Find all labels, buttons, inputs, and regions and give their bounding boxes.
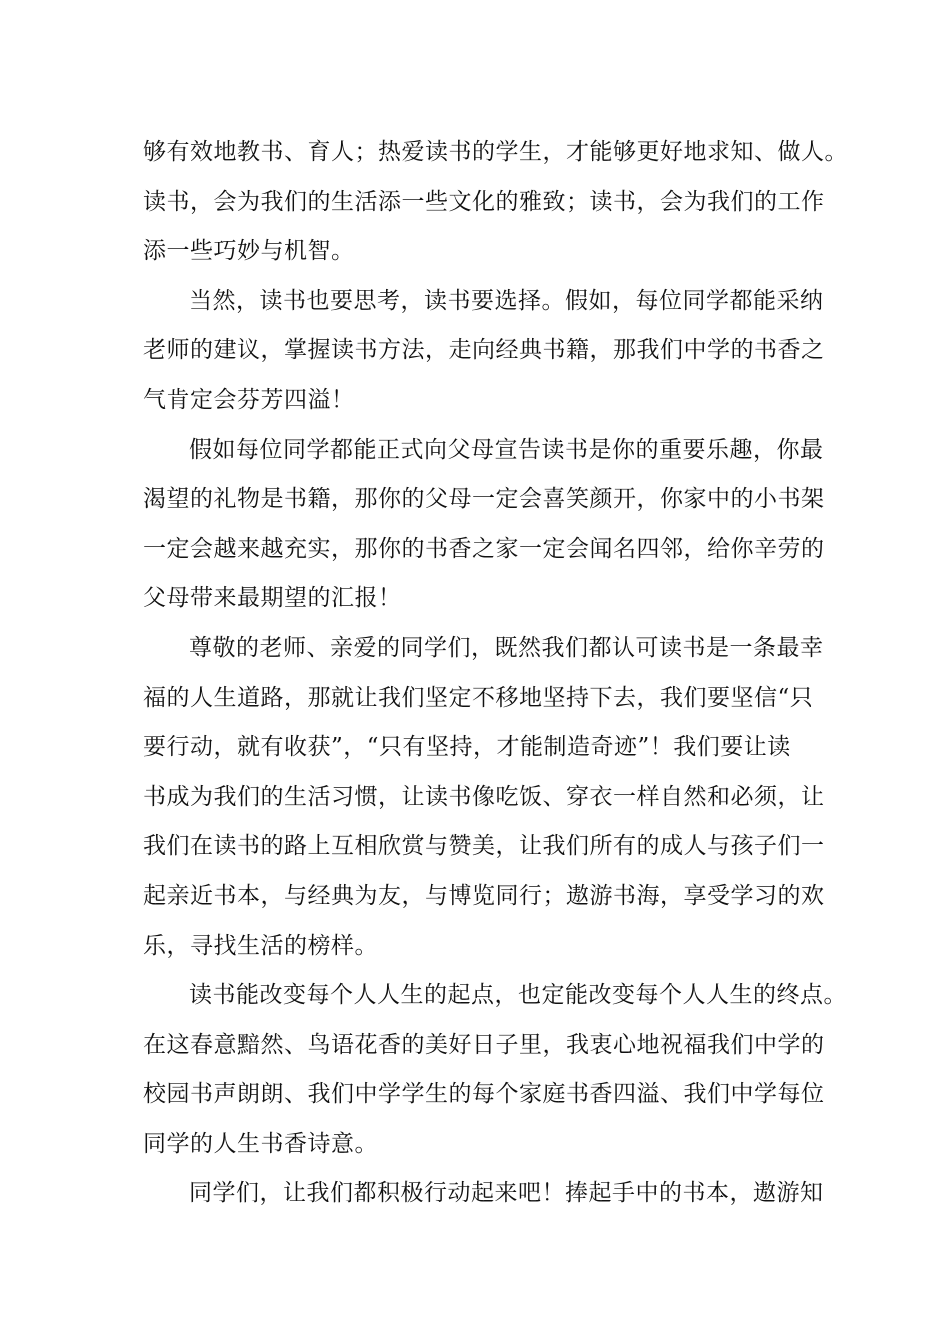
text-line: 要行动，就有收获”，“只有坚持，才能制造奇迹”！我们要让读 (143, 734, 791, 761)
text-line: 乐，寻找生活的榜样。 (143, 932, 378, 959)
text-line: 福的人生道路，那就让我们坚定不移地坚持下去，我们要坚信“只 (143, 684, 814, 711)
text-line: 够有效地教书、育人；热爱读书的学生，才能够更好地求知、做人。 (143, 139, 848, 165)
text-line: 起亲近书本，与经典为友，与博览同行；遨游书海，享受学习的欢 (143, 882, 825, 909)
body-text (143, 128, 848, 1219)
text-line: 添一些巧妙与机智。 (143, 238, 355, 265)
text-line: 在这春意黯然、鸟语花香的美好日子里，我衷心地祝福我们中学的 (143, 1031, 825, 1058)
text-line: 同学的人生书香诗意。 (143, 1130, 378, 1157)
text-line: 我们在读书的路上互相欣赏与赞美，让我们所有的成人与孩子们一 (143, 833, 825, 860)
text-line: 气肯定会芬芳四溢！ (143, 386, 355, 413)
text-line: 校园书声朗朗、我们中学学生的每个家庭书香四溢、我们中学每位 (143, 1081, 825, 1108)
text-line: 渴望的礼物是书籍，那你的父母一定会喜笑颜开，你家中的小书架 (143, 486, 825, 513)
paragraph-first-line: 读书能改变每个人人生的起点，也定能改变每个人人生的终点。 (189, 982, 847, 1009)
paragraph-first-line: 假如每位同学都能正式向父母宣告读书是你的重要乐趣，你最 (189, 436, 824, 463)
paragraph-first-line: 当然，读书也要思考，读书要选择。假如，每位同学都能采纳 (189, 287, 824, 314)
text-line: 父母带来最期望的汇报！ (143, 585, 402, 612)
text-line: 老师的建议，掌握读书方法，走向经典书籍，那我们中学的书香之 (143, 337, 825, 364)
text-line: 一定会越来越充实，那你的书香之家一定会闻名四邻，给你辛劳的 (143, 535, 825, 562)
text-line: 读书，会为我们的生活添一些文化的雅致；读书，会为我们的工作 (143, 188, 825, 215)
paragraph-first-line: 同学们，让我们都积极行动起来吧！捧起手中的书本，遨游知 (189, 1180, 824, 1207)
text-line: 书成为我们的生活习惯，让读书像吃饭、穿衣一样自然和必须，让 (143, 783, 825, 810)
paragraph-first-line: 尊敬的老师、亲爱的同学们，既然我们都认可读书是一条最幸 (189, 634, 824, 661)
